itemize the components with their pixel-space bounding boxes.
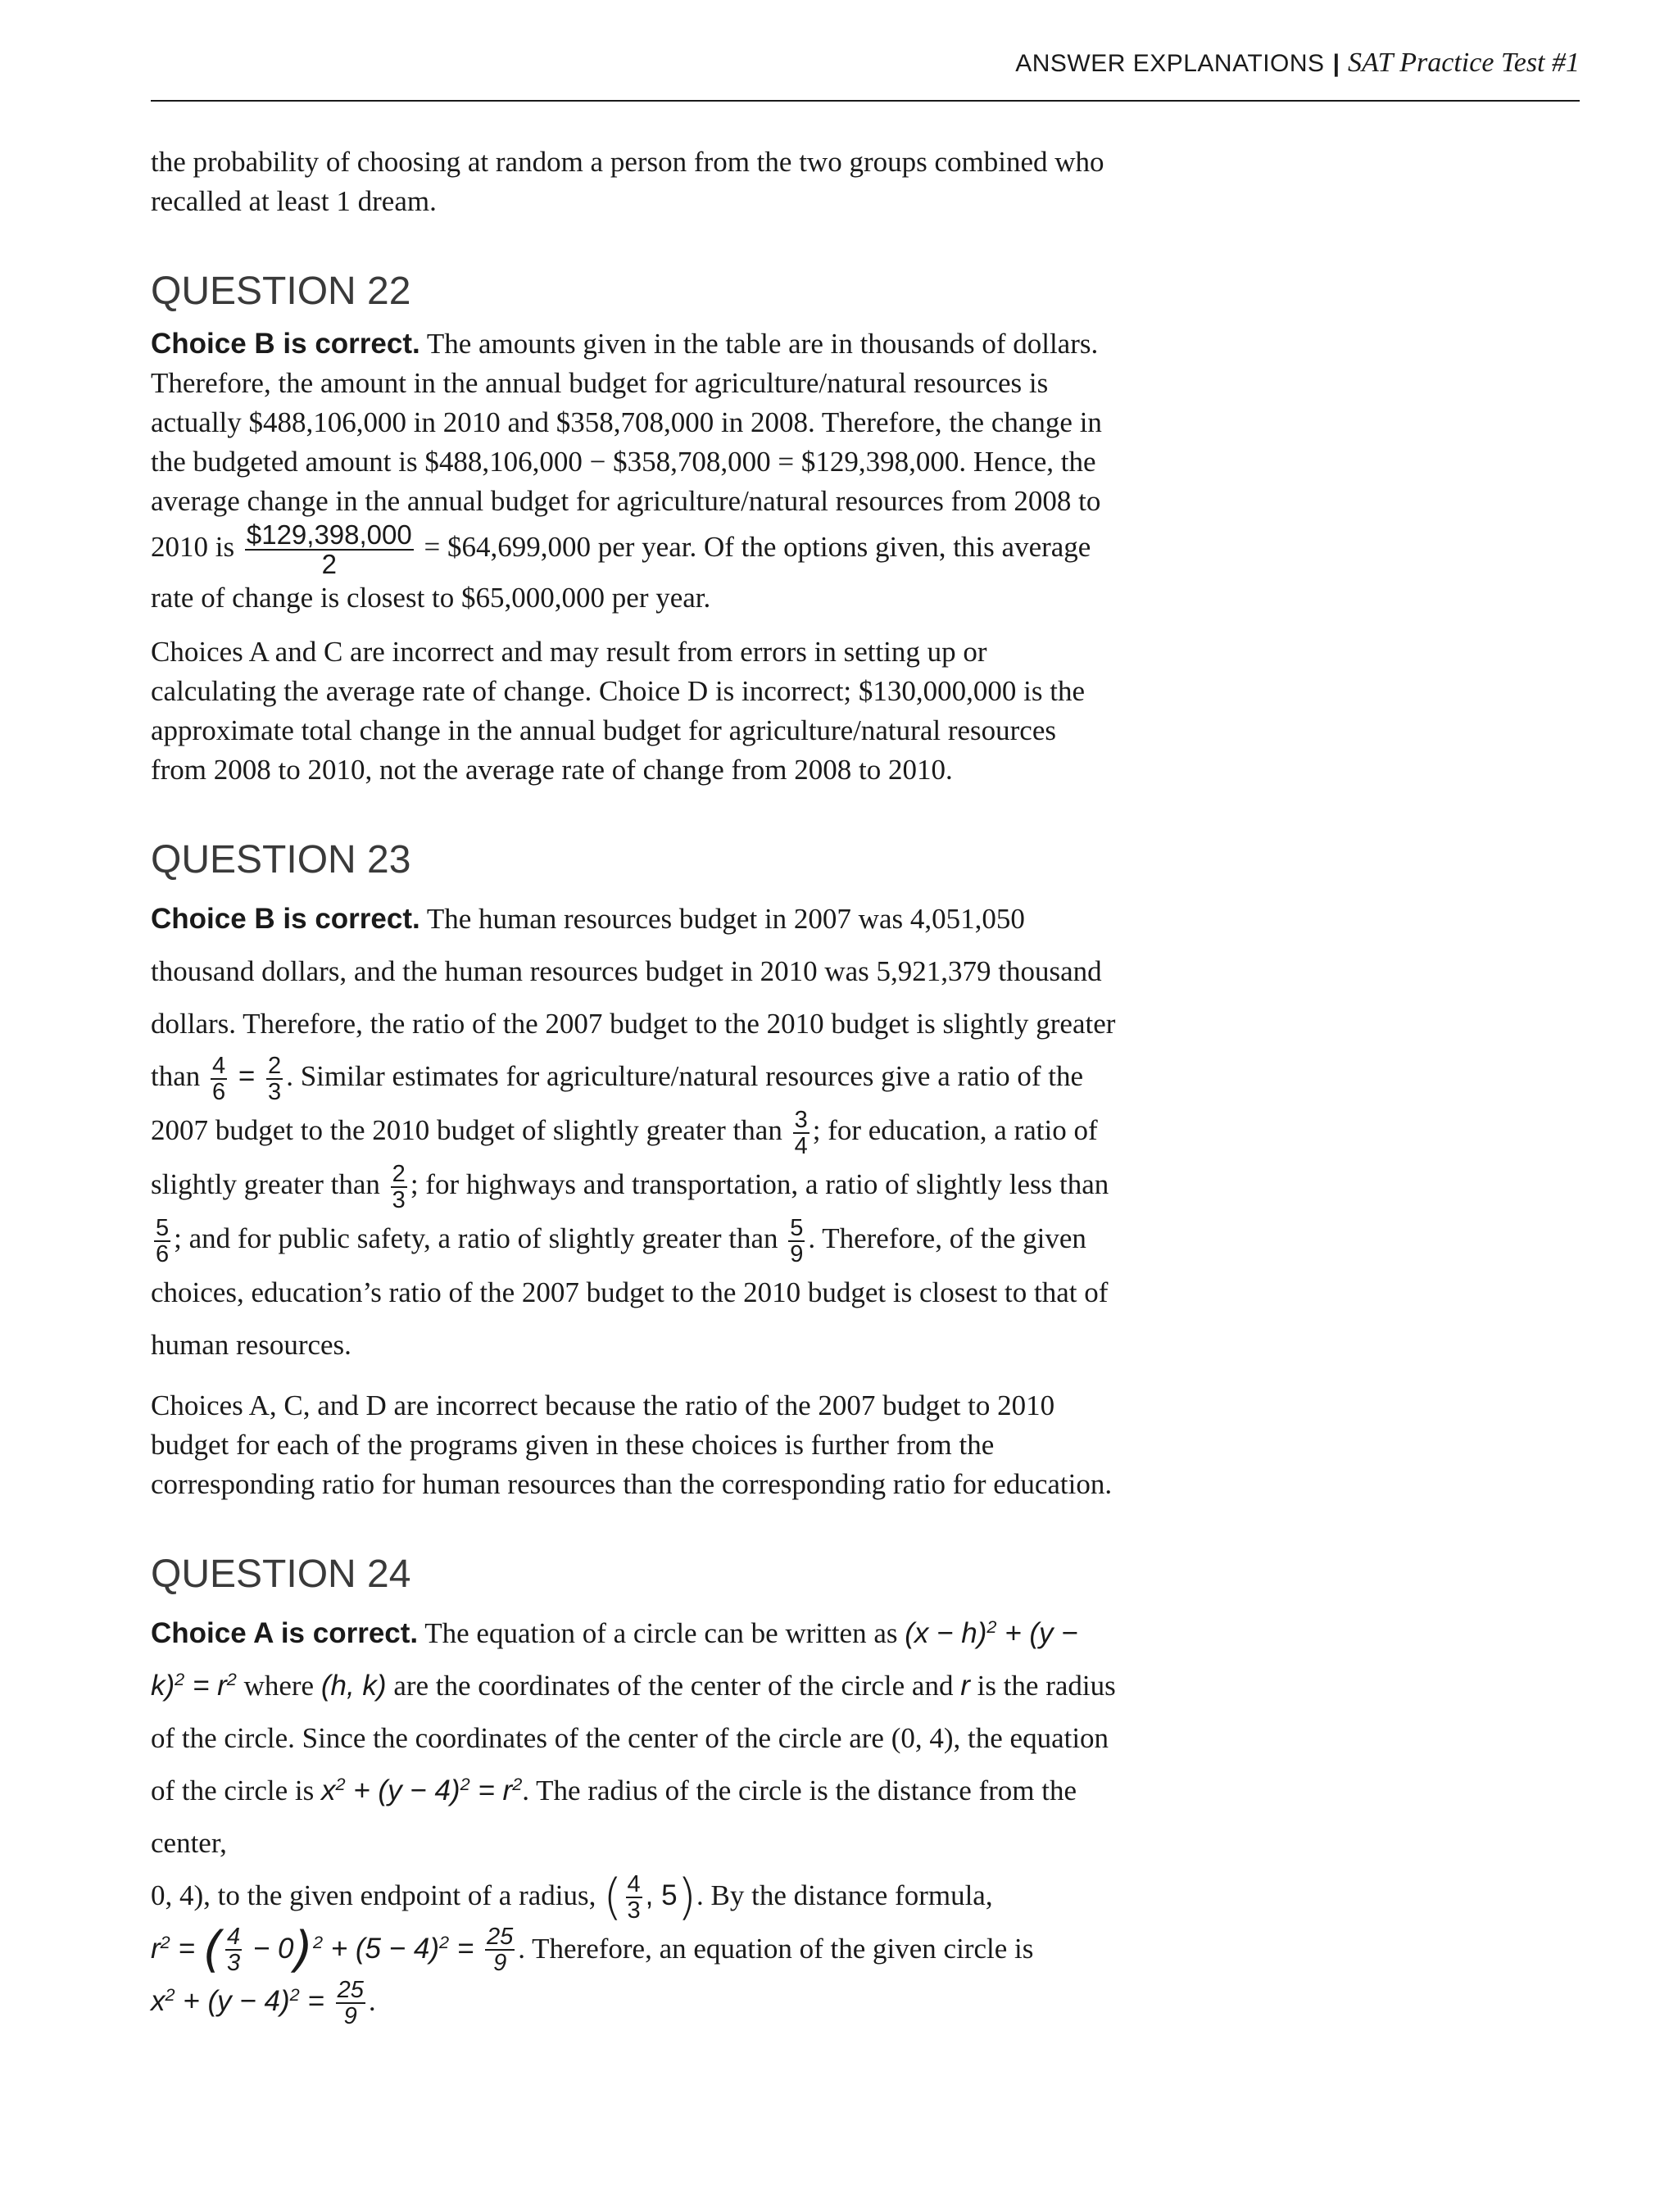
frac-4-3b <box>225 1924 242 1975</box>
exponent: 2 <box>226 1668 237 1689</box>
circle-equation <box>321 1775 522 1806</box>
q24-text-4: is the radius of the circle. Since the coordinates of the center of the circle are (0, 4), the equation of the circle is <box>151 1669 1116 1806</box>
radius-symbol: r <box>960 1669 970 1702</box>
question-22-heading: QUESTION 22 <box>151 270 411 313</box>
q23-text-4: ; for highways and transportation, a ratio of slightly less than <box>410 1167 1109 1200</box>
q24-text-5: . The radius of the circle is the distance from the center, <box>151 1774 1077 1859</box>
question-22-explanation <box>151 324 1118 618</box>
frac-num: 4 <box>627 1870 641 1897</box>
frac-num: 4 <box>227 1924 241 1951</box>
section-label: ANSWER EXPLANATIONS <box>1015 50 1325 77</box>
frac-num: 4 <box>212 1052 226 1079</box>
frac-4-6 <box>211 1054 227 1104</box>
q23-lead: Choice B is correct. <box>151 903 420 935</box>
q22-text-1: The amounts given in the table are in thousands of dollars. Therefore, the amount in the annual budget for agriculture/natural resources is actually $488,106,000 in 2010 and $358,708,000 in 2008. Therefore, the change in the budgeted amount is $488,106,000 − $358,708,000 = $129,398,000. Hence, the average change in the annual budget for agriculture/natural resources from 2008 to 2010 is <box>151 328 1102 564</box>
eq-part: x <box>151 1985 166 2018</box>
q22-text-2: = $64,699,000 per year. Of the options given, this average rate of change is closest to $65,000,000 per year. <box>151 531 1091 614</box>
frac-den: 4 <box>794 1132 808 1159</box>
eq-part: + (y − 4) <box>175 1985 290 2018</box>
frac-den: 3 <box>227 1950 241 1977</box>
exponent: 2 <box>986 1616 997 1637</box>
frac-2-3 <box>266 1054 283 1104</box>
q23-text-2: . Similar estimates for agriculture/natural resources give a ratio of the 2007 budget to the 2010 budget of slightly greater than <box>151 1060 1084 1146</box>
exponent: 2 <box>312 1931 324 1952</box>
frac-5-9 <box>788 1216 805 1267</box>
q22-fraction <box>245 521 414 578</box>
equals-sign: = <box>449 1932 482 1965</box>
frac-3-4 <box>793 1108 810 1158</box>
frac-25-9b <box>336 1978 365 2028</box>
frac-den: 3 <box>627 1897 641 1924</box>
frac-den: 6 <box>156 1240 170 1267</box>
left-paren: ( <box>603 1868 623 1926</box>
equals-sign: = <box>170 1932 203 1965</box>
q23-text-3: ; for education, a ratio of slightly greater than <box>151 1113 1098 1200</box>
eq-part: r <box>151 1932 161 1965</box>
right-paren: ) <box>677 1868 697 1926</box>
frac-den: 9 <box>493 1950 507 1977</box>
frac-den: 6 <box>212 1078 226 1105</box>
q22-lead: Choice B is correct. <box>151 328 420 360</box>
equals-sign: = <box>299 1985 333 2018</box>
q24-text-7: . By the distance formula, <box>696 1879 993 1911</box>
frac-num: 5 <box>156 1214 170 1241</box>
exponent: 2 <box>335 1773 346 1794</box>
frac-num: 2 <box>268 1052 282 1079</box>
q23-text-1: The human resources budget in 2007 was 4,051,050 thousand dollars, and the human resources budget in 2010 was 5,921,379 thousand dollars. Therefore, the ratio of the 2007 budget to the 2010 budget is slightly greater than <box>151 903 1116 1092</box>
exponent: 2 <box>160 1931 170 1952</box>
page-header <box>151 43 1580 102</box>
center-coordinates: (h, k) <box>320 1669 387 1702</box>
q23-text-6: . Therefore, of the given choices, education’s ratio of the 2007 budget to the 2010 budget is closest to that of human resources. <box>151 1222 1109 1361</box>
q24-text-2: where <box>236 1669 321 1702</box>
test-title: SAT Practice Test #1 <box>1347 48 1580 78</box>
exponent: 2 <box>512 1773 523 1794</box>
frac-25-9 <box>485 1924 515 1975</box>
frac-2-3b <box>391 1162 407 1213</box>
running-head <box>1015 48 1580 79</box>
q22-fraction-num: $129,398,000 <box>246 519 412 550</box>
frac-num: 2 <box>392 1160 406 1187</box>
eq-part: (x − h) <box>905 1616 987 1649</box>
equals-sign: = <box>230 1060 264 1092</box>
question-24-heading: QUESTION 24 <box>151 1552 411 1596</box>
question-24-explanation <box>151 1607 1118 2028</box>
q24-text-3: are the coordinates of the center of the circle and <box>386 1669 961 1702</box>
endpoint-coordinates <box>603 1868 697 1926</box>
q24-text-1: The equation of a circle can be written as <box>418 1616 905 1649</box>
question-23-explanation <box>151 893 1118 1371</box>
q22-fraction-den: 2 <box>321 549 337 579</box>
question-22-incorrect: Choices A and C are incorrect and may result from errors in setting up or calculating the average rate of change. Choice D is incorrect; $130,000,000 is the approximate total change in the annual budget for agriculture/natural resources from 2008 to 2010, not the average rate of change from 2008 to 2010. <box>151 636 1085 786</box>
eq-part: + (y − k) <box>151 1616 1078 1702</box>
frac-num: 25 <box>487 1924 514 1951</box>
frac-num: 5 <box>790 1214 804 1241</box>
q24-lead: Choice A is correct. <box>151 1616 419 1649</box>
exponent: 2 <box>439 1931 450 1952</box>
frac-4-3 <box>626 1872 642 1923</box>
exponent: 2 <box>175 1668 185 1689</box>
question-23-incorrect: Choices A, C, and D are incorrect because the ratio of the 2007 budget to 2010 budget for each of the programs given in these choices is further from the corresponding ratio for human resources than the corresponding ratio for education. <box>151 1389 1113 1500</box>
frac-den: 9 <box>343 2003 357 2030</box>
frac-den: 3 <box>392 1186 406 1213</box>
q23-text-5: ; and for public safety, a ratio of slightly greater than <box>174 1222 786 1254</box>
distance-formula <box>151 1921 518 1979</box>
eq-part: = r <box>469 1774 513 1806</box>
frac-den: 9 <box>790 1240 804 1267</box>
q24-text-9: . <box>368 1985 376 2018</box>
q24-text-6: 0, 4), to the given endpoint of a radius, <box>151 1879 604 1911</box>
frac-num: 3 <box>794 1106 808 1133</box>
eq-part: + (5 − 4) <box>323 1932 440 1965</box>
eq-part: + (y − 4) <box>345 1774 460 1806</box>
exponent: 2 <box>165 1984 175 2006</box>
left-paren: ( <box>202 1921 223 1979</box>
frac-den: 3 <box>268 1078 282 1105</box>
header-separator: | <box>1332 50 1340 77</box>
final-equation <box>151 1977 369 2030</box>
right-paren: ) <box>293 1921 313 1979</box>
eq-part: x <box>320 1774 336 1806</box>
q24-text-8: . Therefore, an equation of the given circle is <box>518 1932 1034 1965</box>
eq-part: = r <box>184 1669 227 1702</box>
eq-part: − 0 <box>245 1932 294 1965</box>
page-body <box>151 143 1118 2043</box>
question-23-heading: QUESTION 23 <box>151 838 411 882</box>
point-y: , 5 <box>645 1879 678 1911</box>
exponent: 2 <box>460 1773 470 1794</box>
intro-paragraph: the probability of choosing at random a person from the two groups combined who recalled at least 1 dream. <box>151 146 1104 217</box>
frac-5-6 <box>154 1216 170 1267</box>
exponent: 2 <box>289 1984 300 2006</box>
frac-num: 25 <box>337 1977 364 2004</box>
